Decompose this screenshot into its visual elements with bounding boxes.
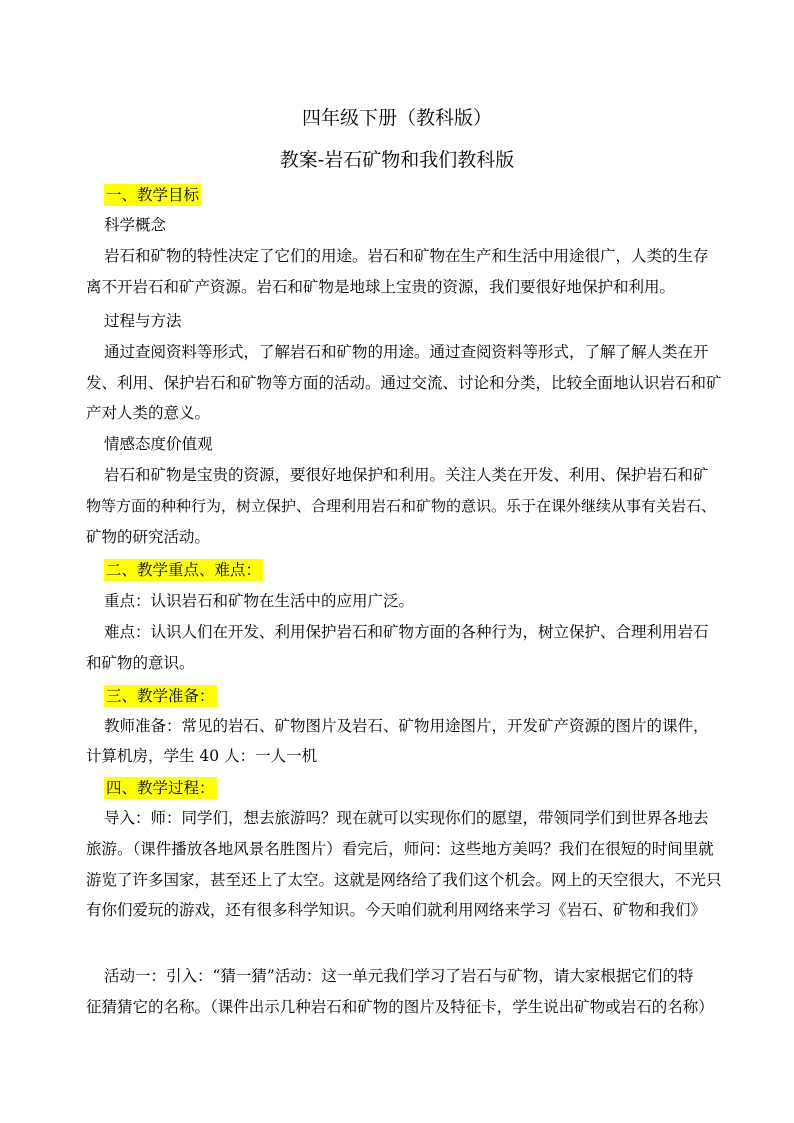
section-heading-objectives: 一、教学目标: [106, 186, 200, 204]
paragraph-line: 重点：认识岩石和矿物在生活中的应用广泛。: [104, 592, 415, 610]
section-heading-process: 四、教学过程：: [106, 779, 215, 797]
paragraph-line: 产对人类的意义。: [86, 404, 211, 422]
paragraph-line: 离不开岩石和矿产资源。岩石和矿物是地球上宝贵的资源，我们要很好地保护和利用。: [86, 278, 676, 296]
document-title: 四年级下册（教科版）: [301, 107, 492, 129]
paragraph-line: 计算机房，学生 40 人：一人一机: [86, 747, 318, 765]
paragraph-line: 发、利用、保护岩石和矿物等方面的活动。通过交流、讨论和分类，比较全面地认识岩石和矿: [86, 374, 722, 392]
paragraph-line: 矿物的研究活动。: [86, 528, 211, 546]
paragraph-line: 物等方面的种种行为，树立保护、合理利用岩石和矿物的意识。乐于在课外继续从事有关岩石、: [86, 497, 717, 515]
section-heading-preparation: 三、教学准备：: [106, 687, 215, 705]
subheading-attitudes-values: 情感态度价值观: [104, 435, 213, 453]
paragraph-line: 通过查阅资料等形式，了解岩石和矿物的用途。通过查阅资料等形式，了解了解人类在开: [104, 343, 709, 361]
paragraph-line: 游览了许多国家，甚至还上了太空。这就是网络给了我们这个机会。网上的天空很大，不光只: [86, 871, 722, 889]
paragraph-line: 导入：师：同学们，想去旅游吗？现在就可以实现你们的愿望，带领同学们到世界各地去: [104, 809, 709, 827]
paragraph-line: 有你们爱玩的游戏，还有很多科学知识。今天咱们就利用网络来学习《岩石、矿物和我们》: [86, 901, 707, 919]
document-subtitle: 教案-岩石矿物和我们教科版: [279, 149, 515, 171]
paragraph-line: 岩石和矿物的特性决定了它们的用途。岩石和矿物在生产和生活中用途很广，人类的生存: [104, 247, 709, 265]
paragraph-line: 活动一：引入：“猜一猜”活动：这一单元我们学习了岩石与矿物，请大家根据它们的特: [104, 967, 694, 985]
subheading-science-concepts: 科学概念: [104, 216, 167, 234]
subheading-process-methods: 过程与方法: [104, 312, 182, 330]
paragraph-line: 旅游。（课件播放各地风景名胜图片）看完后，师问：这些地方美吗？我们在很短的时间里就: [86, 840, 714, 858]
paragraph-line: 征猜猜它的名称。（课件出示几种岩石和矿物的图片及特征卡，学生说出矿物或岩石的名称）: [86, 998, 714, 1016]
section-heading-key-points: 二、教学重点、难点：: [106, 561, 262, 579]
paragraph-line: 岩石和矿物是宝贵的资源，要很好地保护和利用。关注人类在开发、利用、保护岩石和矿: [104, 466, 709, 484]
paragraph-line: 和矿物的意识。: [86, 654, 195, 672]
paragraph-line: 难点：认识人们在开发、利用保护岩石和矿物方面的各种行为，树立保护、合理利用岩石: [104, 623, 709, 641]
paragraph-line: 教师准备：常见的岩石、矿物图片及岩石、矿物用途图片，开发矿产资源的图片的课件，: [104, 717, 709, 735]
